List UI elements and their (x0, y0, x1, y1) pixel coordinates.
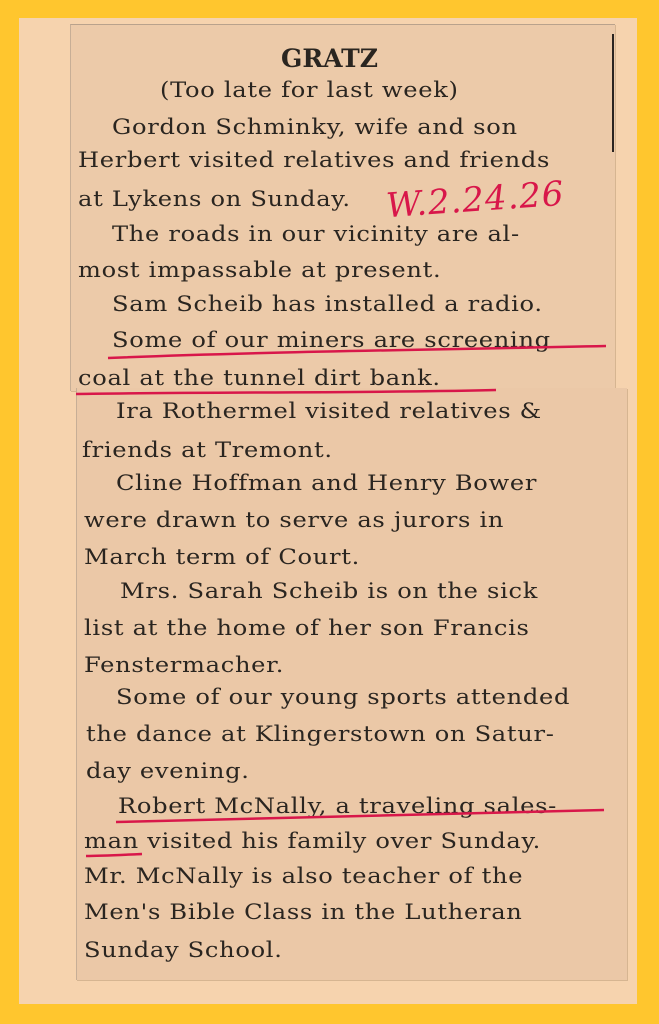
article-line: Fenstermacher. (84, 653, 285, 677)
article-line: Mrs. Sarah Scheib is on the sick (120, 579, 539, 603)
article-line: coal at the tunnel dirt bank. (78, 366, 441, 390)
article-line: (Too late for last week) (160, 78, 459, 102)
article-line: day evening. (86, 759, 250, 783)
article-line: Cline Hoffman and Henry Bower (116, 471, 538, 495)
article-line: most impassable at present. (78, 258, 442, 282)
article-line: man visited his family over Sunday. (84, 829, 541, 853)
article-line: The roads in our vicinity are al- (112, 222, 520, 246)
article-line: Some of our miners are screening (112, 328, 551, 352)
handwritten-date: W.2.24.26 (384, 173, 566, 227)
article-line: Ira Rothermel visited relatives & (116, 399, 542, 423)
article-line: March term of Court. (84, 545, 360, 569)
article-line: Mr. McNally is also teacher of the (84, 864, 524, 888)
article-line: friends at Tremont. (82, 438, 333, 462)
article-line: at Lykens on Sunday. (78, 187, 351, 211)
article-headline: GRATZ (280, 44, 378, 73)
article-line: Men's Bible Class in the Lutheran (84, 900, 523, 924)
article-line: Some of our young sports attended (116, 685, 571, 709)
article-line: Sam Scheib has installed a radio. (112, 292, 543, 316)
article-line: Robert McNally, a traveling sales- (118, 794, 558, 818)
article-line: the dance at Klingerstown on Satur- (86, 722, 555, 746)
article-line: Gordon Schminky, wife and son (112, 115, 518, 139)
article-line: were drawn to serve as jurors in (84, 508, 505, 532)
article-line: Herbert visited relatives and friends (78, 148, 551, 172)
article-line: Sunday School. (84, 938, 283, 962)
article-line: list at the home of her son Francis (84, 616, 530, 640)
